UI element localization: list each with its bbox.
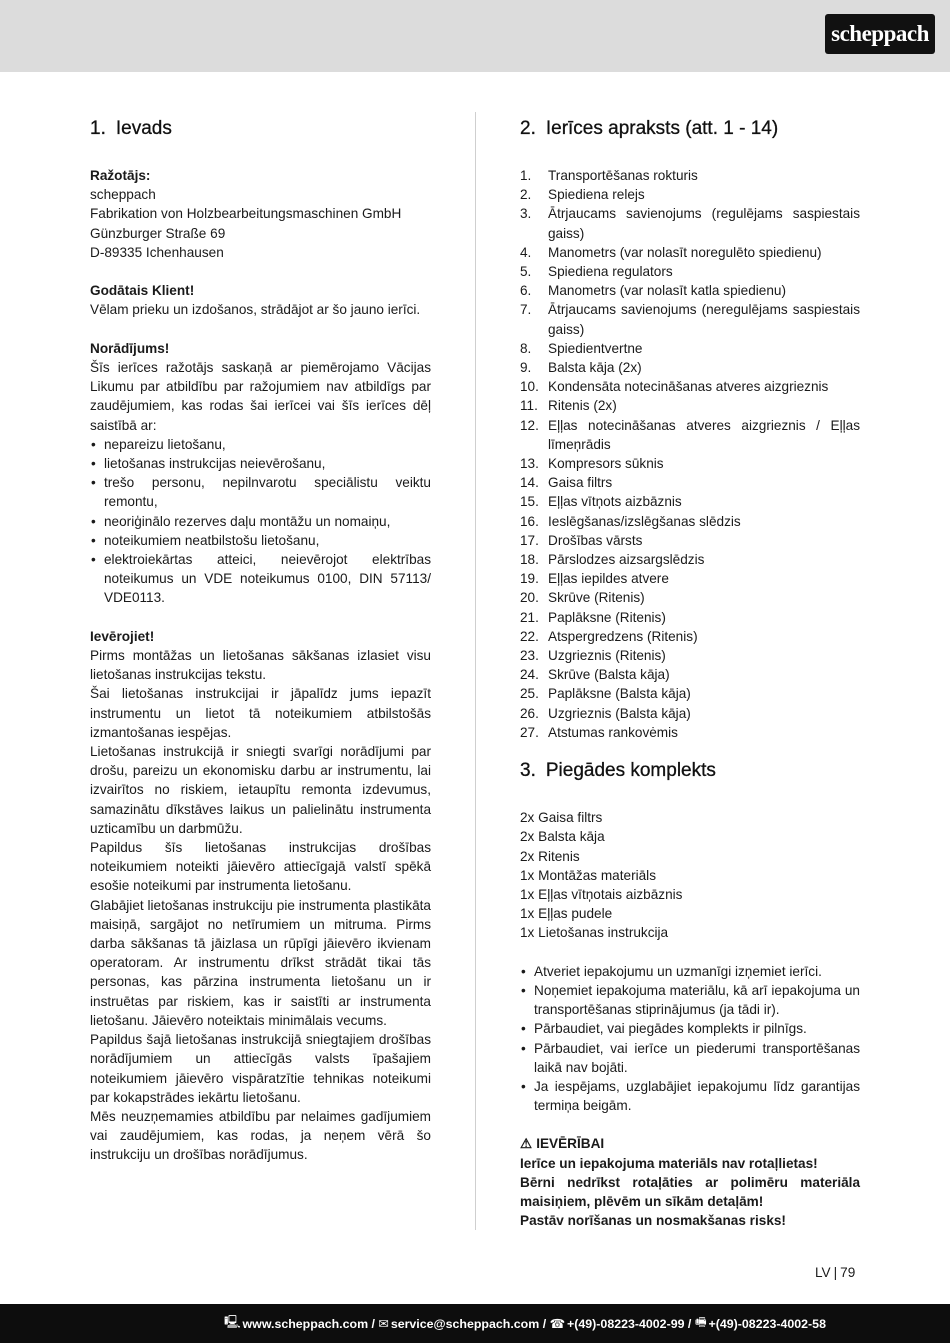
attention-paragraph: Šai lietošanas instrukcijai ir jāpalīdz jums iepazīt instrumentu un lietot tā noteikumiem atbilstošās izmantošanas iespējas. xyxy=(90,686,431,740)
list-item: 17. Drošības vārsts xyxy=(520,532,643,548)
list-item: 2x Balsta kāja xyxy=(520,829,605,845)
list-item: 27. Atstumas rankovėmis xyxy=(520,724,678,740)
footer-bar: 🖳 www.scheppach.com / ✉ service@scheppach.com / ☎ +(49)-08223-4002-99 / 🖷 +(49)-08223-4002-58 xyxy=(0,1304,950,1343)
attention-paragraph: Mēs neuzņemamies atbildību par nelaimes gadījumiem vai zaudējumiem, kas rodas, ja neņem vērā šo instrukciju un drošības norādījumus. xyxy=(90,1108,431,1163)
list-item: • Noņemiet iepakojuma materiālu, kā arī iepakojuma un transportēšanas stiprinājumus (ja tādi ir). xyxy=(521,982,860,1018)
attention-paragraph: Lietošanas instrukcijā ir sniegti svarīgi norādījumi par drošu, pareizu un ekonomisku darbu ar instrumentu, lai izvairītos no riskiem, ietaupītu remonta izdevumus, samazinātu dīkstāves laikus un palielinātu instrumenta uzticamību un darbmūžu. xyxy=(90,744,431,836)
list-item: 5. Spiediena regulators xyxy=(520,264,673,280)
list-item: 2x Gaisa filtrs xyxy=(520,810,603,826)
page-number: LV | 79 xyxy=(815,1265,856,1280)
warning-icon: ⚠ xyxy=(520,1136,533,1152)
list-item: 1x Eļļas pudele xyxy=(520,906,613,922)
attention-paragraph: Glabājiet lietošanas instrukciju pie instrumenta plastikāta maisiņā, sargājot no netīrumiem un mitruma. Pirms darba sākšanas tā jāizlasa un rūpīgi jāievēro ikvienam operatoram. Ar instrumentu drīkst strādāt tikai tās personas, kas pārzina instrumenta lietošanu un ir instruētas par riskiem, kas ir saistīti ar instrumenta lietošanu. Jāievēro noteiktais minimālais vecums. xyxy=(90,897,431,1028)
list-item: 2. Spiediena relejs xyxy=(520,187,645,203)
list-item: • Atveriet iepakojumu un uzmanīgi izņemiet ierīci. xyxy=(521,963,822,979)
column-divider xyxy=(475,112,476,1230)
list-item: 16. Ieslēgšanas/izslēgšanas slēdzis xyxy=(520,513,741,529)
list-item: 15. Eļļas vītņots aizbāznis xyxy=(520,494,682,510)
list-item: 3. Ātrjaucams savienojums (regulējams saspiestais gaiss) xyxy=(520,206,860,241)
list-item: 1. Transportēšanas rokturis xyxy=(520,168,698,183)
website-link[interactable]: www.scheppach.com xyxy=(242,1316,369,1331)
fax-number: +(49)-08223-4002-58 xyxy=(708,1316,826,1331)
list-item: • noteikumiem neatbilstošu lietošanu, xyxy=(91,532,320,548)
section-1-heading: 1. Ievads xyxy=(90,118,172,139)
list-item: 12. Eļļas notecināšanas atveres aizgrieznis / Eļļas līmeņrādis xyxy=(520,417,860,452)
list-item: 19. Eļļas iepildes atvere xyxy=(520,571,669,587)
list-item: • Pārbaudiet, vai ierīce un piederumi transportēšanas laikā nav bojāti. xyxy=(521,1040,860,1075)
unpacking-steps xyxy=(520,962,860,1116)
list-item: 4. Manometrs (var nolasīt noregulēto spiedienu) xyxy=(520,244,822,260)
scheppach-logo: scheppach xyxy=(825,14,935,54)
list-item: • nepareizu lietošanu, xyxy=(91,436,226,452)
list-item: 20. Skrūve (Ritenis) xyxy=(520,590,645,606)
list-item: • elektroiekārtas atteici, neievērojot elektrības noteikumus un VDE noteikumus 0100, DIN 57113/ VDE0113. xyxy=(91,552,431,606)
list-item: 22. Atspergredzens (Ritenis) xyxy=(520,628,698,644)
list-item: 25. Paplāksne (Balsta kāja) xyxy=(520,686,691,702)
note-heading: Norādījums! xyxy=(90,340,170,356)
list-item: • trešo personu, nepilnvarotu speciālistu veiktu remontu, xyxy=(91,475,431,510)
list-item: 7. Ātrjaucams savienojums (neregulējams saspiestais gaiss) xyxy=(520,302,860,337)
phone-number: +(49)-08223-4002-99 xyxy=(567,1316,685,1331)
list-item: 1x Lietošanas instrukcija xyxy=(520,925,669,941)
list-item: • lietošanas instrukcijas neievērošanu, xyxy=(91,456,326,472)
section-2-heading: 2. Ierīces apraksts (att. 1 - 14) xyxy=(520,118,779,139)
fax-icon: 🖷 xyxy=(694,1315,707,1329)
list-item: • Pārbaudiet, vai piegādes komplekts ir pilnīgs. xyxy=(521,1021,807,1037)
list-item: 10. Kondensāta notecināšanas atveres aizgrieznis xyxy=(520,379,829,395)
warning-line: Bērni nedrīkst rotaļāties ar polimēru materiāla maisiņiem, plēvēm un sīkām detaļām! xyxy=(520,1174,860,1209)
computer-icon: 🖳 xyxy=(224,1315,241,1329)
warning-title: ⚠ IEVĒRĪBAI xyxy=(520,1136,605,1152)
list-item: 23. Uzgrieznis (Ritenis) xyxy=(520,648,666,664)
warning-line: Pastāv norīšanas un nosmakšanas risks! xyxy=(520,1213,786,1229)
attention-paragraph: Papildus šīs lietošanas instrukcijas drošības noteikumiem noteikti jāievēro attiecīgajā valstī spēkā esošie noteikumi par instrumenta lietošanu. xyxy=(90,840,431,894)
email-icon: ✉ xyxy=(378,1317,389,1331)
section-3-heading: 3. Piegādes komplekts xyxy=(520,760,716,782)
list-item: 13. Kompresors sūknis xyxy=(520,456,664,472)
customer-heading: Godātais Klient! xyxy=(90,283,195,299)
list-item: 9. Balsta kāja (2x) xyxy=(520,360,642,376)
manufacturer-address: scheppach Fabrikation von Holzbearbeitungsmaschinen GmbH Günzburger Straße 69 D-89335 Ichenhausen xyxy=(90,187,402,260)
list-item: 1x Montāžas materiāls xyxy=(520,867,656,883)
attention-paragraph: Pirms montāžas un lietošanas sākšanas izlasiet visu lietošanas instrukcijas tekstu. xyxy=(90,648,431,683)
list-item: • Ja iespējams, uzglabājiet iepakojumu līdz garantijas termiņa beigām. xyxy=(521,1078,860,1114)
attention-heading: Ievērojiet! xyxy=(90,628,155,644)
note-text: Šīs ierīces ražotājs saskaņā ar piemērojamo Vācijas Likumu par atbildību par ražojumiem nav atbildīgs par zaudējumiem, kas rodas šai ierīcei vai šīs ierīces dēļ saistībā ar: xyxy=(90,360,431,433)
parts-list xyxy=(520,166,860,742)
list-item: 14. Gaisa filtrs xyxy=(520,475,613,491)
email-link[interactable]: service@scheppach.com xyxy=(390,1316,540,1331)
list-item: 24. Skrūve (Balsta kāja) xyxy=(520,667,670,683)
delivery-list xyxy=(520,808,860,942)
list-item: 1x Eļļas vītņotais aizbāznis xyxy=(520,886,683,902)
attention-paragraph: Papildus šajā lietošanas instrukcijā sniegtajiem drošības norādījumiem un attiecīgās valsts īpašajiem noteikumiem jāievēro vispāratzītie tehnikas noteikumi par kokapstrādes iekārtu lietošanu. xyxy=(90,1032,431,1105)
header-band xyxy=(0,0,950,72)
phone-icon: ☎ xyxy=(549,1317,566,1331)
list-item: 21. Paplāksne (Ritenis) xyxy=(520,609,666,625)
list-item: 8. Spiedientvertne xyxy=(520,340,643,356)
list-item: 2x Ritenis xyxy=(520,848,580,864)
list-item: 26. Uzgrieznis (Balsta kāja) xyxy=(520,705,691,721)
customer-text: Vēlam prieku un izdošanos, strādājot ar šo jauno ierīci. xyxy=(90,302,421,318)
list-item: 18. Pārslodzes aizsargslēdzis xyxy=(520,552,705,568)
warning-line: Ierīce un iepakojuma materiāls nav rotaļlietas! xyxy=(520,1155,818,1171)
list-item: 6. Manometrs (var nolasīt katla spiedienu) xyxy=(520,283,786,299)
note-list xyxy=(90,435,431,608)
right-column xyxy=(520,114,860,1230)
left-column xyxy=(90,114,431,1165)
list-item: • neoriģinālo rezerves daļu montāžu un nomaiņu, xyxy=(91,513,391,529)
list-item: 11. Ritenis (2x) xyxy=(520,398,617,414)
manufacturer-heading: Ražotājs: xyxy=(90,168,151,183)
